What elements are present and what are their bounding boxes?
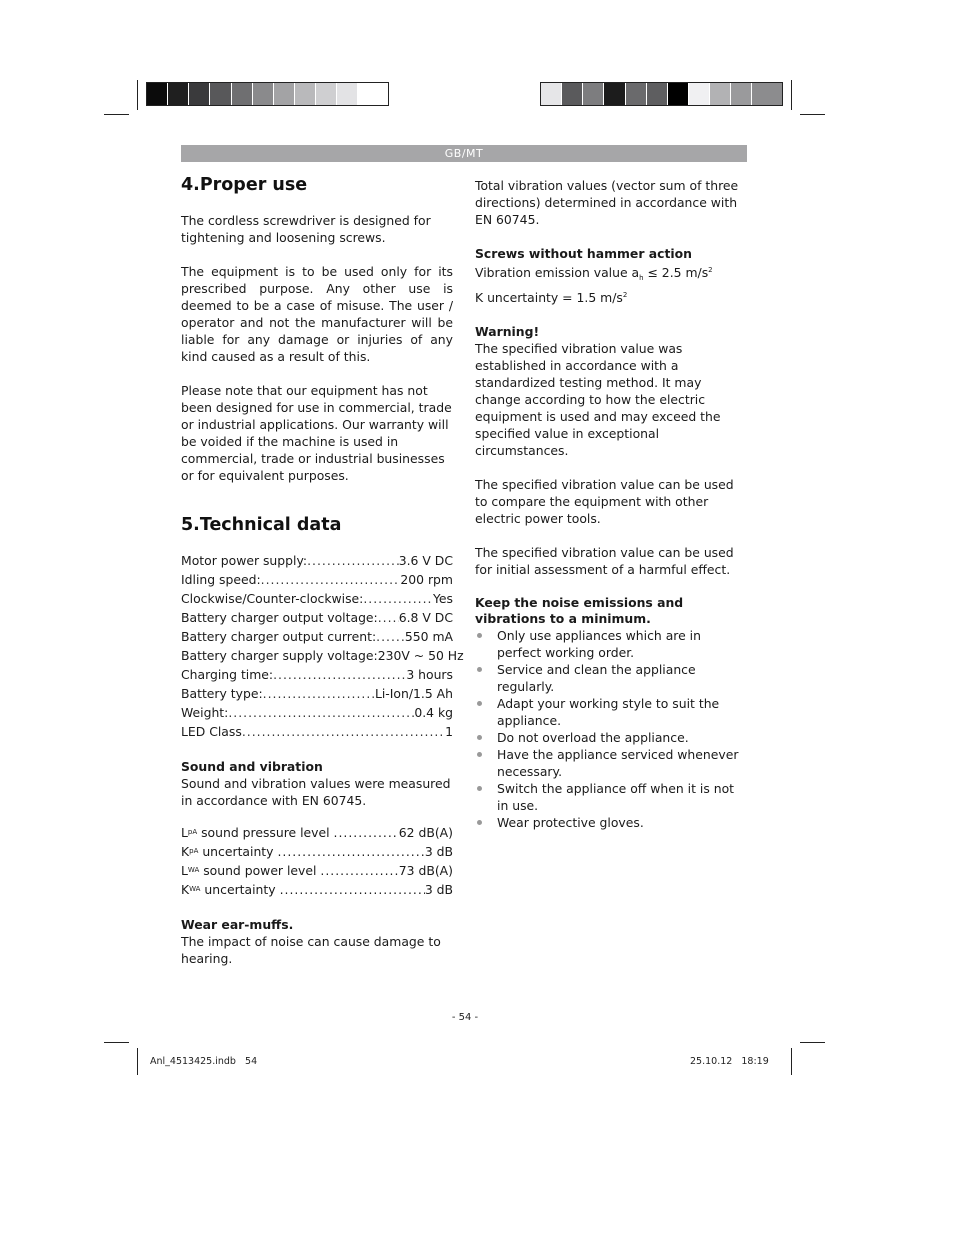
section-4-title: 4.Proper use [181,175,308,195]
spec-value: 3.6 V DC [398,553,453,568]
spec-value: 550 mA [404,629,453,644]
noise-value: 73 dB(A) [398,863,453,878]
color-swatch [253,83,274,105]
noise-symbol: L [181,863,188,878]
leader-dots [261,570,401,589]
warning-text: The specified vibration value was established in accordance with a standardized testing method. It may change according to how the electric equipment is used and may exceed the specified value in exceptional circumstances. [475,341,721,458]
list-item: Service and clean the appliance regularly. [475,661,747,695]
spec-label: Charging time: [181,667,274,682]
spec-value: Li-Ion/1.5 Ah [374,686,453,701]
keep-minimum-heading: Keep the noise emissions and vibrations to a minimum. [475,595,684,626]
crop-mark-tr-horizontal [800,114,825,115]
noise-row [181,842,453,861]
noise-label: uncertainty [204,882,276,897]
noise-row [181,861,453,880]
noise-subscript: pA [189,847,199,855]
list-item: Switch the appliance off when it is not in use. [475,780,747,814]
crop-mark-bl-horizontal [104,1042,129,1043]
uncertainty-text: K uncertainty = 1.5 m/s [475,290,623,305]
leader-dots [320,861,398,880]
color-swatch [689,83,710,105]
screws-heading: Screws without hammer action [475,246,692,261]
compare-text: The specified vibration value can be used to compare the equipment with other electric power tools. [475,477,734,526]
spec-label: Battery charger output current: [181,629,377,644]
emission-prefix: Vibration emission value a [475,265,640,280]
vibration-intro: Total vibration values (vector sum of three directions) determined in accordance with EN 60745. [475,178,739,227]
color-swatch [295,83,316,105]
color-swatch [668,83,689,105]
file-name: Anl_4513425.indb 54 [150,1056,258,1067]
spec-row [181,570,453,589]
noise-label: sound pressure level [201,825,330,840]
leader-dots [376,627,405,646]
initial-assessment-text: The specified vibration value can be used for initial assessment of a harmful effect. [475,545,734,577]
color-swatch [626,83,647,105]
color-swatch [541,83,562,105]
spec-row [181,665,453,684]
color-swatch [337,83,358,105]
crop-mark-br-vertical [791,1048,792,1075]
spec-value: 1 [445,724,453,739]
crop-mark-tl-horizontal [104,114,129,115]
section-5-title: 5.Technical data [181,515,342,535]
color-swatch [604,83,625,105]
spec-row [181,722,453,741]
noise-list [181,823,453,899]
spec-row [181,646,464,665]
noise-label: sound power level [203,863,317,878]
noise-label: uncertainty [202,844,274,859]
color-swatch [710,83,731,105]
spec-value: 0.4 kg [414,705,453,720]
leader-dots [363,589,433,608]
color-swatch [647,83,668,105]
spec-label: Idling speed: [181,572,261,587]
spec-value: 200 rpm [400,572,453,587]
uncertainty-superscript: 2 [622,291,628,299]
noise-symbol: K [181,882,190,897]
crop-mark-tl-vertical [137,80,138,110]
noise-symbol: L [181,825,188,840]
leader-dots [334,823,399,842]
region-header-band: GB/MT [181,145,747,162]
emission-superscript: 2 [708,266,713,274]
color-swatch [731,83,752,105]
noise-subscript: WA [189,885,201,893]
color-calibration-bar-left [146,82,389,106]
noise-subscript: pA [187,828,198,836]
uncertainty-line [475,287,747,306]
color-swatch [232,83,253,105]
crop-mark-bl-vertical [137,1048,138,1075]
color-swatch [210,83,231,105]
spec-label: Battery charger supply voltage: [181,648,378,663]
crop-mark-br-horizontal [800,1042,825,1043]
color-swatch [316,83,337,105]
color-swatch [147,83,168,105]
color-swatch [189,83,210,105]
list-item: Do not overload the appliance. [475,729,747,746]
sound-vibration-heading: Sound and vibration [181,759,323,774]
spec-label: Motor power supply: [181,553,308,568]
leader-dots [280,880,425,899]
proper-use-paragraph-3: Please note that our equipment has not been designed for use in commercial, trade or industrial applications. Our warranty will be voided if the machine is used in commercial, trade or industrial businesses or for equivalent purposes. [181,383,452,483]
emission-subscript: h [639,274,644,282]
spec-value: 3 hours [406,667,453,682]
color-swatch [358,83,388,105]
color-swatch [168,83,189,105]
noise-row [181,823,453,842]
ear-muffs-text: The impact of noise can cause damage to hearing. [181,934,441,966]
noise-subscript: WA [187,866,200,874]
spec-row [181,627,453,646]
spec-label: LED Class [181,724,242,739]
noise-value: 3 dB [424,882,453,897]
list-item: Have the appliance serviced whenever necessary. [475,746,747,780]
list-item: Adapt your working style to suit the appliance. [475,695,747,729]
print-timestamp: 25.10.12 18:19 [690,1056,769,1067]
left-column [181,175,464,967]
spec-row [181,703,453,722]
ear-muffs-heading: Wear ear-muffs. [181,917,294,932]
emission-value: ≤ 2.5 m/s [643,265,709,280]
leader-dots [277,842,424,861]
spec-value: 230V ~ 50 Hz [377,648,464,663]
spec-label: Clockwise/Counter-clockwise: [181,591,364,606]
spec-value: Yes [432,591,453,606]
leader-dots [228,703,414,722]
spec-list [181,551,464,741]
proper-use-paragraph-1: The cordless screwdriver is designed for tightening and loosening screws. [181,213,431,245]
recommendation-list [475,627,747,831]
list-item: Only use appliances which are in perfect working order. [475,627,747,661]
leader-dots [378,608,399,627]
color-calibration-bar-right [540,82,783,106]
page-number: - 54 - [451,1012,479,1023]
spec-row [181,589,453,608]
list-item: Wear protective gloves. [475,814,747,831]
color-swatch [583,83,604,105]
noise-row [181,880,453,899]
spec-row [181,551,453,570]
leader-dots [307,551,399,570]
spec-row [181,684,453,703]
noise-value: 62 dB(A) [398,825,453,840]
leader-dots [242,722,445,741]
spec-value: 6.8 V DC [398,610,453,625]
proper-use-paragraph-2: The equipment is to be used only for its prescribed purpose. Any other use is deemed to be a case of misuse. The user / operator and not the manufacturer will be liable for any damage or injuries of any kind caused as a result of this. [181,264,453,364]
sound-vibration-text: Sound and vibration values were measured in accordance with EN 60745. [181,776,451,808]
spec-label: Battery type: [181,686,263,701]
noise-value: 3 dB [424,844,453,859]
crop-mark-tr-vertical [791,80,792,110]
right-column [475,177,747,831]
warning-heading: Warning! [475,324,540,339]
emission-value-line [475,262,747,287]
noise-symbol: K [181,844,190,859]
spec-row [181,608,453,627]
leader-dots [263,684,375,703]
leader-dots [273,665,406,684]
color-swatch [752,83,782,105]
color-swatch [562,83,583,105]
spec-label: Battery charger output voltage: [181,610,378,625]
color-swatch [274,83,295,105]
spec-label: Weight: [181,705,229,720]
